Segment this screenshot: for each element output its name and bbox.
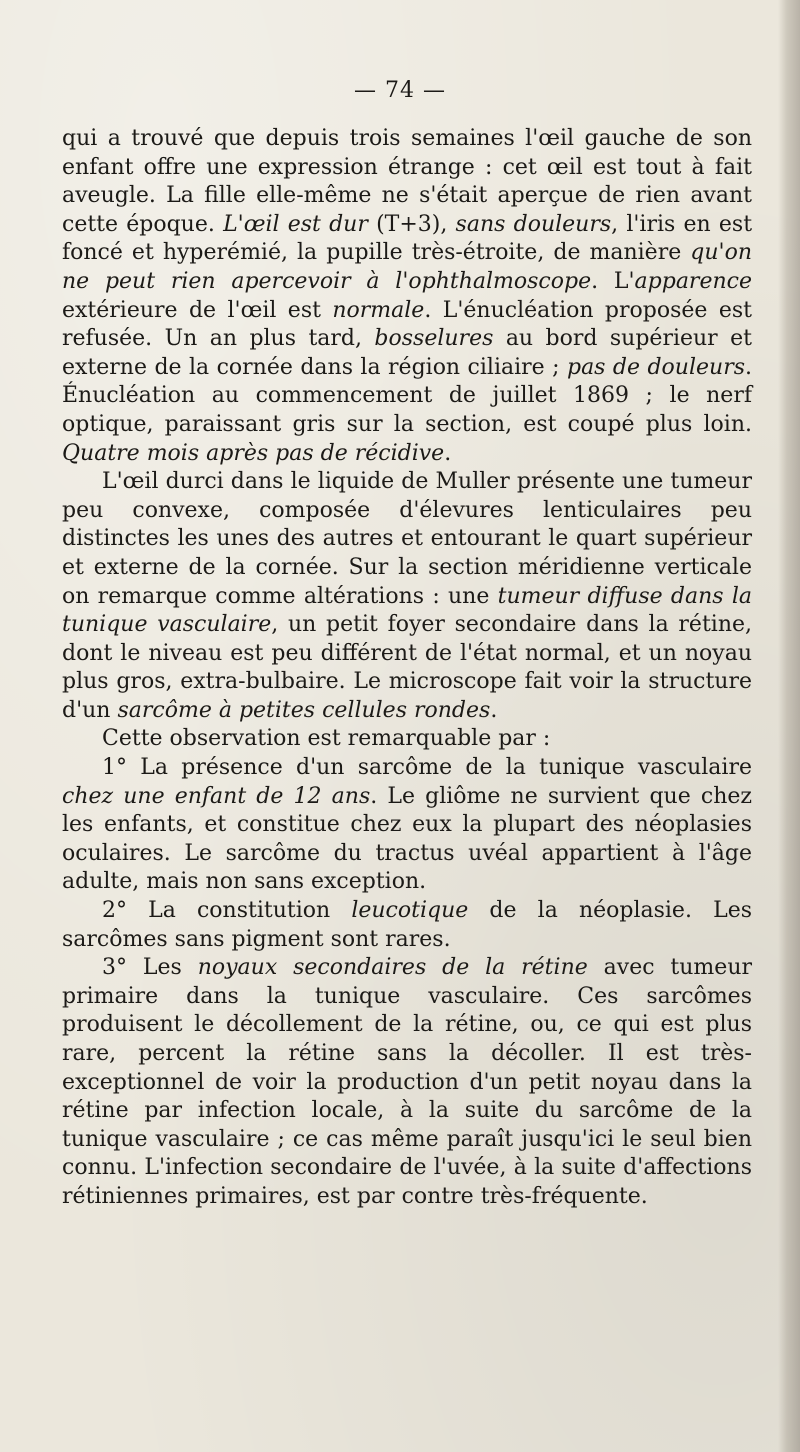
paragraph-2 xyxy=(62,468,752,725)
paragraph-6 xyxy=(62,954,752,1211)
text-run: . xyxy=(490,697,498,723)
text-run: (T+3), xyxy=(367,211,456,237)
italic-run: noyaux secondaires de la rétine xyxy=(197,955,588,981)
italic-run: apparence xyxy=(634,268,752,294)
text-run: avec tumeur primaire dans la tunique vasculaire. Ces sarcômes produisent le décollement de la rétine, ou, ce qui est plus rare, percent la rétine sans la décoller. Il est très-exceptionnel de voir la production d'un petit noyau dans la rétine par infection locale, à la suite du sarcôme de la tunique vasculaire ; ce cas même paraît jusqu'ici le seul bien connu. L'infection secondaire de l'uvée, à la suite d'affections rétiniennes primaires, est par contre très-fréquente. xyxy=(62,955,753,1209)
italic-run: chez une enfant de 12 ans xyxy=(62,783,371,809)
text-run: . L' xyxy=(591,268,635,294)
text-run: . Le gliôme ne survient que chez les enfants, et constitue chez eux la plupart des néoplasies oculaires. Le sarcôme du tractus uvéal appartient à l'âge adulte, mais non sans exception. xyxy=(62,783,752,895)
text-run: . L'énucléation proposée est refusée. Un an plus tard, xyxy=(62,297,752,352)
text-run: extérieure de l'œil est xyxy=(62,297,333,323)
paragraph-1 xyxy=(62,125,752,468)
italic-run: leucotique xyxy=(351,898,469,924)
italic-run: normale xyxy=(332,297,425,323)
italic-run: tumeur diffuse dans la tunique vasculaire xyxy=(62,583,752,638)
paragraph-3 xyxy=(62,725,752,754)
paragraph-5 xyxy=(62,897,752,954)
body-text xyxy=(62,125,752,1212)
text-run: 3° Les xyxy=(102,955,198,981)
text-run: L'œil durci dans le liquide de Muller présente une tumeur peu convexe, composée d'élevures lenticulaires peu distinctes les unes des autres et entourant le quart supérieur et externe de la cornée. Sur la section méridienne verticale on remarque comme altérations : une xyxy=(62,469,752,609)
text-run: Cette observation est remarquable par : xyxy=(102,726,551,752)
page-edge-shadow xyxy=(778,0,800,1452)
text-run: de la néoplasie. Les sarcômes sans pigment sont rares. xyxy=(62,898,752,952)
text-run: au bord supérieur et externe de la cornée dans la région ciliaire ; xyxy=(62,326,752,380)
text-run: , l'iris en est foncé et hyperémié, la pupille très-étroite, de manière xyxy=(62,211,753,266)
text-run: . xyxy=(444,440,452,466)
italic-run: bosselures xyxy=(374,326,494,352)
page-number: — 74 — xyxy=(354,78,446,103)
text-run: 1° La présence d'un sarcôme de la tunique vasculaire xyxy=(102,755,752,781)
italic-run: Quatre mois après pas de récidive xyxy=(62,440,445,466)
italic-run: sarcôme à petites cellules rondes xyxy=(117,697,491,723)
paragraph-4 xyxy=(62,754,752,897)
text-run: 2° La constitution xyxy=(102,898,352,924)
text-run: . Énucléation au commencement de juillet 1869 ; le nerf optique, paraissant gris sur la section, est coupé plus loin. xyxy=(62,354,752,437)
text-run: , un petit foyer secondaire dans la rétine, dont le niveau est peu différent de l'état normal, et un noyau plus gros, extra-bulbaire. Le microscope fait voir la structure d'un xyxy=(62,612,753,723)
italic-run: sans douleurs xyxy=(455,211,612,237)
text-run: qui a trouvé que depuis trois semaines l'œil gauche de son enfant offre une expression étrange : cet œil est tout à fait aveugle. La fille elle-même ne s'était aperçue de rien avant cette époque. xyxy=(62,126,752,237)
italic-run: qu'on ne peut rien apercevoir à l'ophthalmoscope xyxy=(62,240,752,294)
italic-run: L'œil est dur xyxy=(223,211,368,237)
italic-run: pas de douleurs xyxy=(566,354,745,380)
